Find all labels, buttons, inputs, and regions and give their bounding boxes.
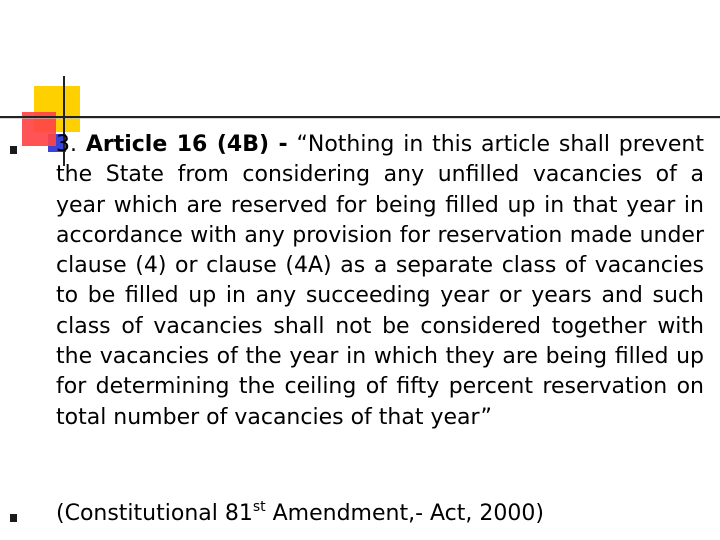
bullet-square-icon [10, 146, 17, 154]
article-paragraph [56, 130, 704, 433]
citation-prefix: (Constitutional 81 [56, 501, 253, 526]
article-quote: “Nothing in this article shall prevent the State from considering any unfilled vacancies of a year which are reserved for being filled up in that year in accordance with any provision for reservation made under clause (4) or clause (4A) as a separate class of vacancies to be filled up in any succeeding year or years and such class of vacancies shall not be considered together with the vacancies of the year in which they are being filled up for determining the ceiling of fifty percent reservation on total number of vacancies of that year” [56, 132, 704, 430]
citation [56, 499, 544, 529]
citation-suffix: Amendment,- Act, 2000) [265, 501, 544, 526]
bullet-square-icon [10, 514, 17, 522]
article-reference: Article 16 (4B) - [85, 132, 288, 157]
paragraph-number: 3. [56, 132, 77, 157]
citation-superscript: st [252, 499, 266, 515]
decorative-horizontal-line-shadow [0, 118, 720, 119]
